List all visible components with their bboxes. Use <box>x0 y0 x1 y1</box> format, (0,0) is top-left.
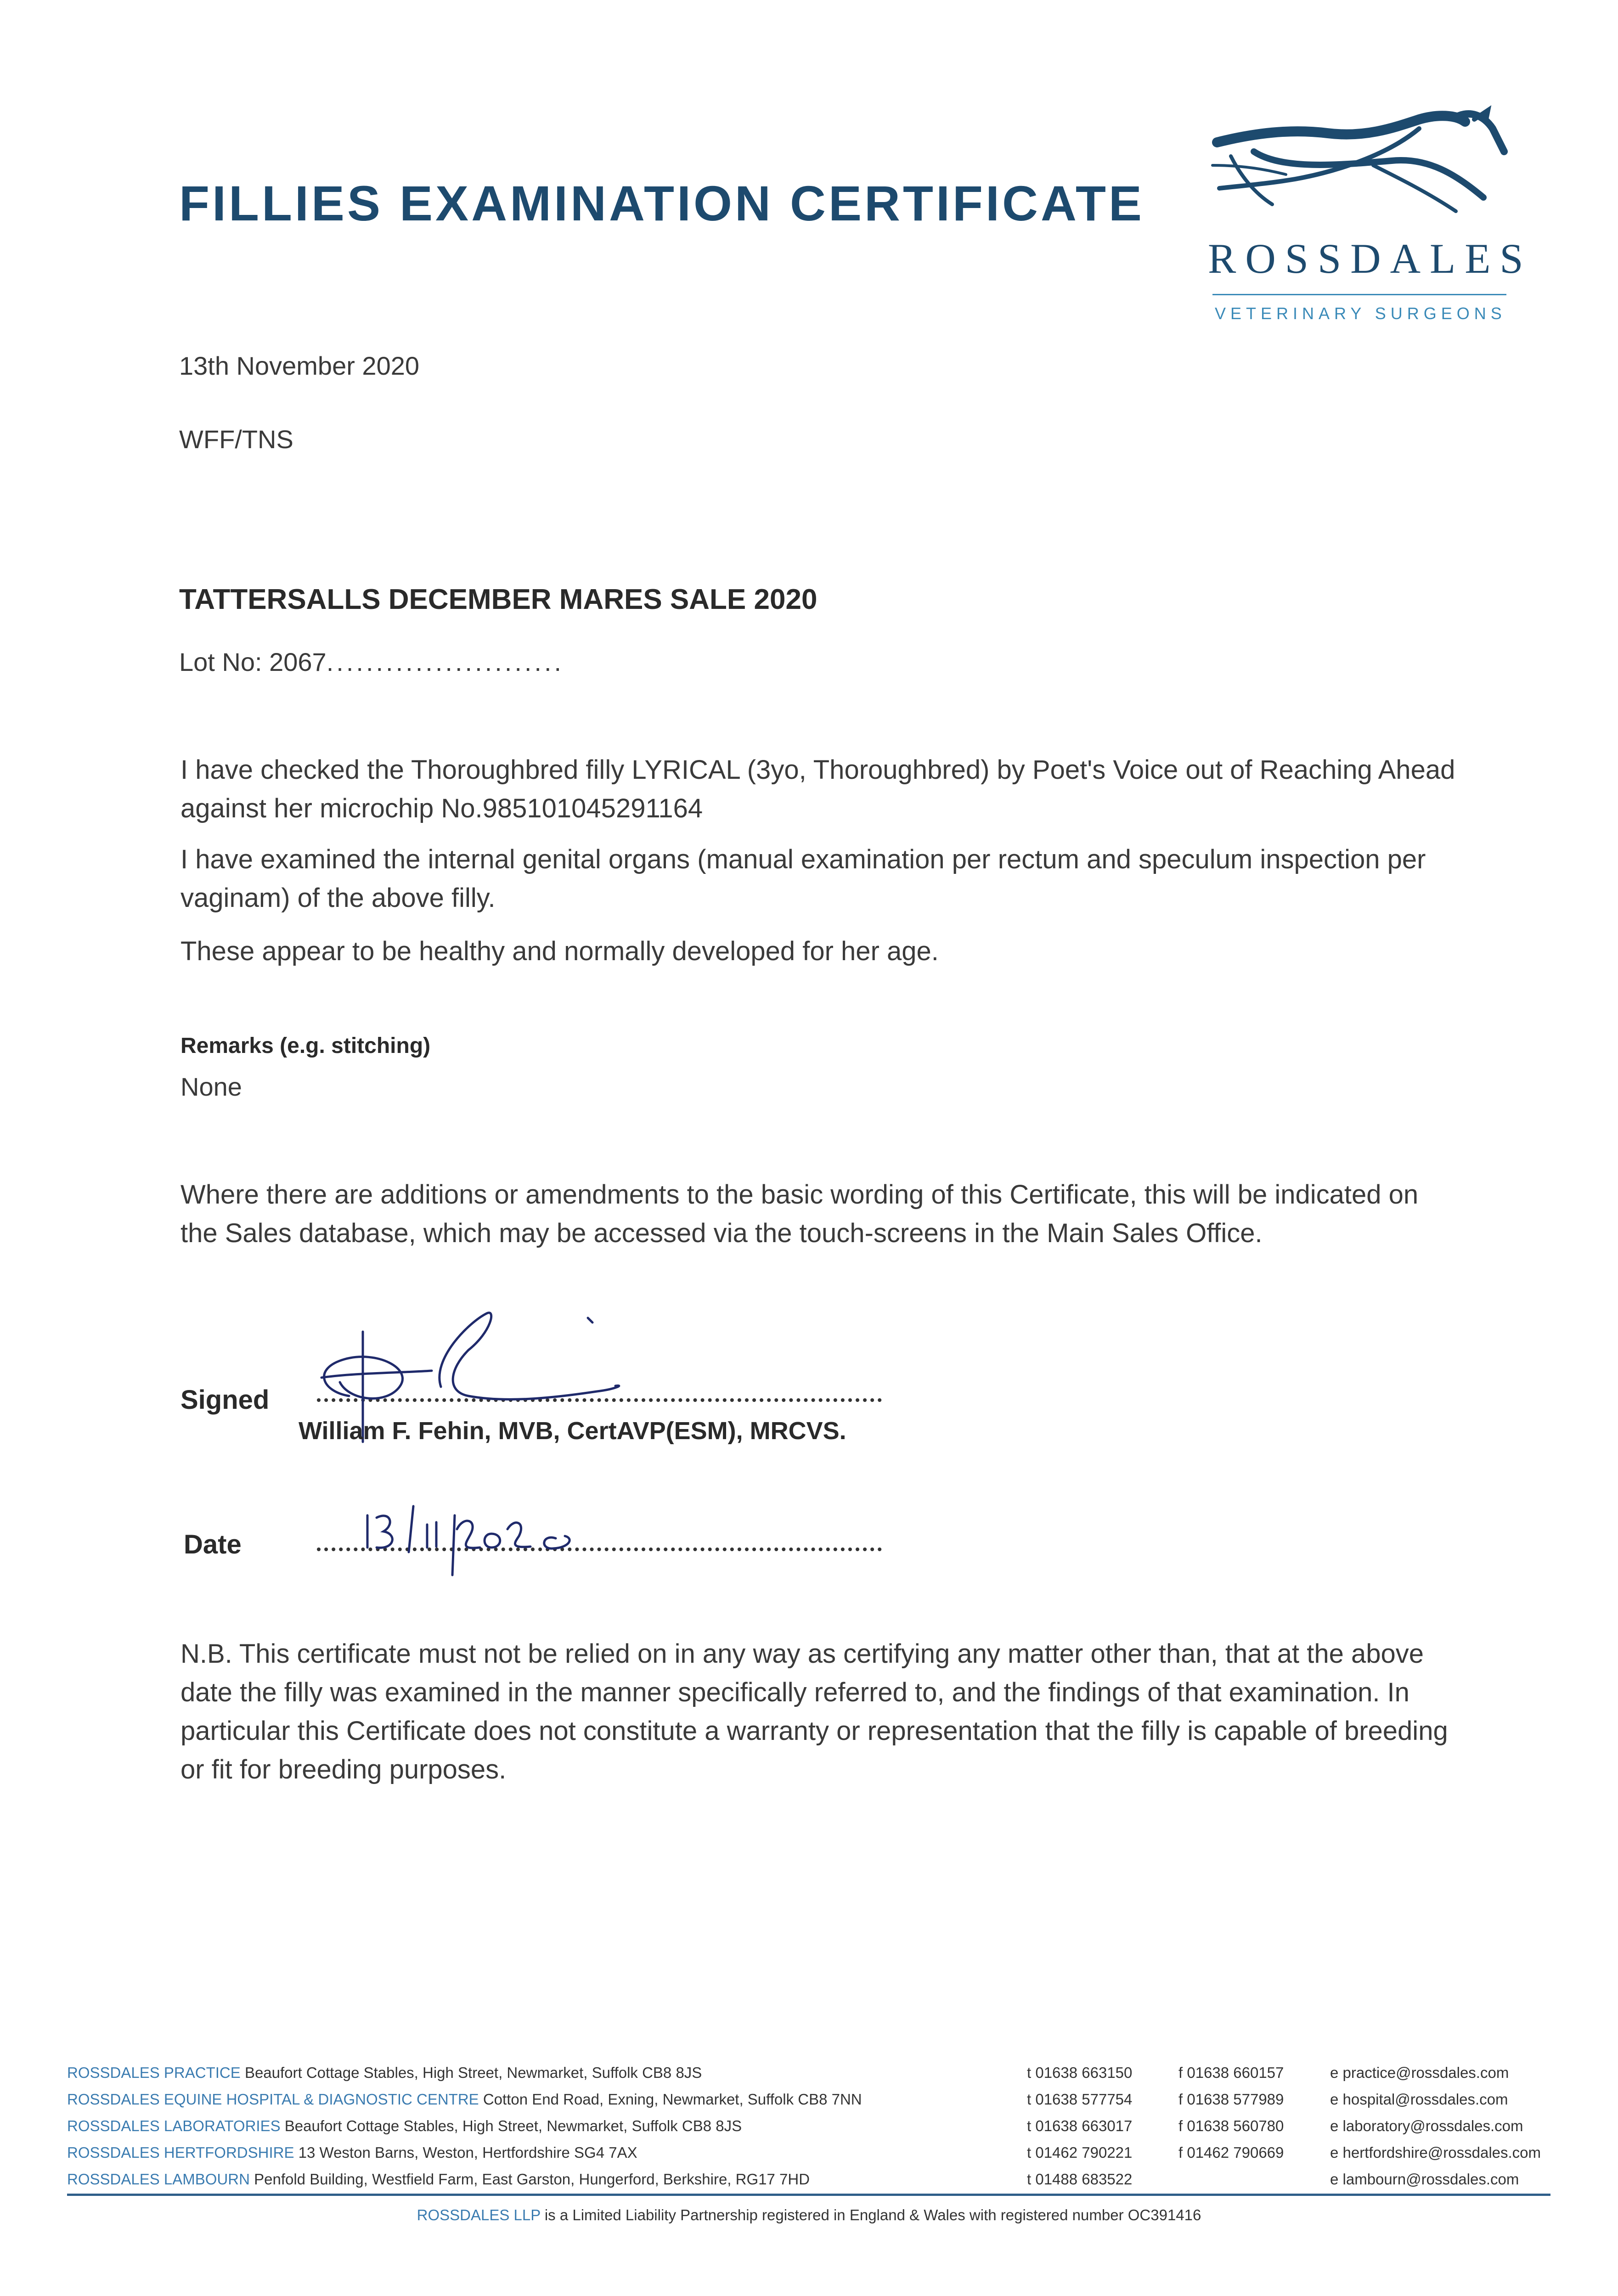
handwritten-date <box>349 1497 625 1580</box>
signed-label: Signed <box>180 1385 270 1415</box>
office-address: Beaufort Cottage Stables, High Street, Newmarket, Suffolk CB8 8JS <box>244 2064 702 2081</box>
sale-heading: TATTERSALLS DECEMBER MARES SALE 2020 <box>179 584 817 615</box>
office-email: e hertfordshire@rossdales.com <box>1330 2144 1541 2161</box>
remarks-value: None <box>180 1072 242 1101</box>
legal-company-name: ROSSDALES LLP <box>417 2206 541 2223</box>
footer-divider <box>67 2194 1550 2196</box>
amendments-note: Where there are additions or amendments to the basic wording of this Certificate, this will be indicated on the Sales database, which may be accessed via the touch-screens in the Main Sales Office. <box>180 1180 1419 1248</box>
office-fax <box>1178 2166 1330 2193</box>
certificate-title: FILLIES EXAMINATION CERTIFICATE <box>179 175 1144 231</box>
office-phone: t 01638 577754 <box>1027 2091 1133 2108</box>
office-email: e practice@rossdales.com <box>1330 2064 1509 2081</box>
office-address: Cotton End Road, Exning, Newmarket, Suffolk CB8 7NN <box>483 2091 862 2108</box>
horse-logo-icon <box>1199 101 1516 239</box>
office-address: 13 Weston Barns, Weston, Hertfordshire SG4 7AX <box>298 2144 637 2161</box>
logo-wordmark: ROSSDALES <box>1208 235 1533 282</box>
lot-dots: ........................ <box>326 647 564 676</box>
lot-label: Lot No: <box>179 647 262 676</box>
office-fax: f 01638 577989 <box>1178 2091 1284 2108</box>
footer-office-row <box>67 2060 1569 2086</box>
office-email: e lambourn@rossdales.com <box>1330 2171 1519 2188</box>
office-fax: f 01638 560780 <box>1178 2117 1284 2134</box>
office-phone: t 01638 663017 <box>1027 2117 1133 2134</box>
lot-value: 2067 <box>269 647 327 676</box>
paragraph-microchip-check: I have checked the Thoroughbred filly LYRICAL (3yo, Thoroughbred) by Poet's Voice out of Reaching Ahead against her microchip No.985101045291164 <box>180 755 1455 823</box>
footer-office-row <box>67 2113 1569 2139</box>
office-phone: t 01638 663150 <box>1027 2064 1133 2081</box>
office-address: Beaufort Cottage Stables, High Street, Newmarket, Suffolk CB8 8JS <box>284 2117 742 2134</box>
footer-offices-table <box>67 2060 1569 2193</box>
remarks-label: Remarks (e.g. stitching) <box>180 1034 431 1058</box>
signatory-name: William F. Fehin, MVB, CertAVP(ESM), MRCVS. <box>299 1417 846 1445</box>
office-phone: t 01462 790221 <box>1027 2144 1133 2161</box>
office-name-address <box>67 2139 1027 2166</box>
logo-subtitle: VETERINARY SURGEONS <box>1215 304 1506 323</box>
logo-divider <box>1212 294 1506 295</box>
office-name: ROSSDALES LAMBOURN <box>67 2171 250 2188</box>
date-label: Date <box>184 1530 242 1559</box>
office-name: ROSSDALES HERTFORDSHIRE <box>67 2144 294 2161</box>
paragraph-findings: These appear to be healthy and normally developed for her age. <box>180 936 939 966</box>
office-name: ROSSDALES LABORATORIES <box>67 2117 281 2134</box>
office-email: e laboratory@rossdales.com <box>1330 2117 1523 2134</box>
nb-disclaimer: N.B. This certificate must not be relied on in any way as certifying any matter other than, that at the above date the filly was examined in the manner specifically referred to, and the findings of that examination. In particular this Certificate does not constitute a warranty or representation that the filly is capable of breeding or fit for breeding purposes. <box>180 1639 1448 1784</box>
office-name-address <box>67 2060 1027 2086</box>
office-address: Penfold Building, Westfield Farm, East Garston, Hungerford, Berkshire, RG17 7HD <box>254 2171 810 2188</box>
office-fax: f 01638 660157 <box>1178 2064 1284 2081</box>
office-name-address <box>67 2086 1027 2113</box>
office-name: ROSSDALES EQUINE HOSPITAL & DIAGNOSTIC CENTRE <box>67 2091 479 2108</box>
lot-number-row <box>179 643 564 681</box>
office-phone: t 01488 683522 <box>1027 2171 1133 2188</box>
footer-office-row <box>67 2139 1569 2166</box>
footer-legal-notice <box>0 2206 1618 2224</box>
office-name: ROSSDALES PRACTICE <box>67 2064 241 2081</box>
office-email: e hospital@rossdales.com <box>1330 2091 1508 2108</box>
paragraph-examination: I have examined the internal genital organs (manual examination per rectum and speculum inspection per vaginam) of the above filly. <box>180 844 1426 913</box>
footer-office-row <box>67 2166 1569 2193</box>
footer-office-row <box>67 2086 1569 2113</box>
letter-date: 13th November 2020 <box>179 351 420 380</box>
office-name-address <box>67 2113 1027 2139</box>
legal-text: is a Limited Liability Partnership registered in England & Wales with registered number OC391416 <box>544 2206 1201 2223</box>
office-fax: f 01462 790669 <box>1178 2144 1284 2161</box>
office-name-address <box>67 2166 1027 2193</box>
reference-code: WFF/TNS <box>179 425 293 454</box>
